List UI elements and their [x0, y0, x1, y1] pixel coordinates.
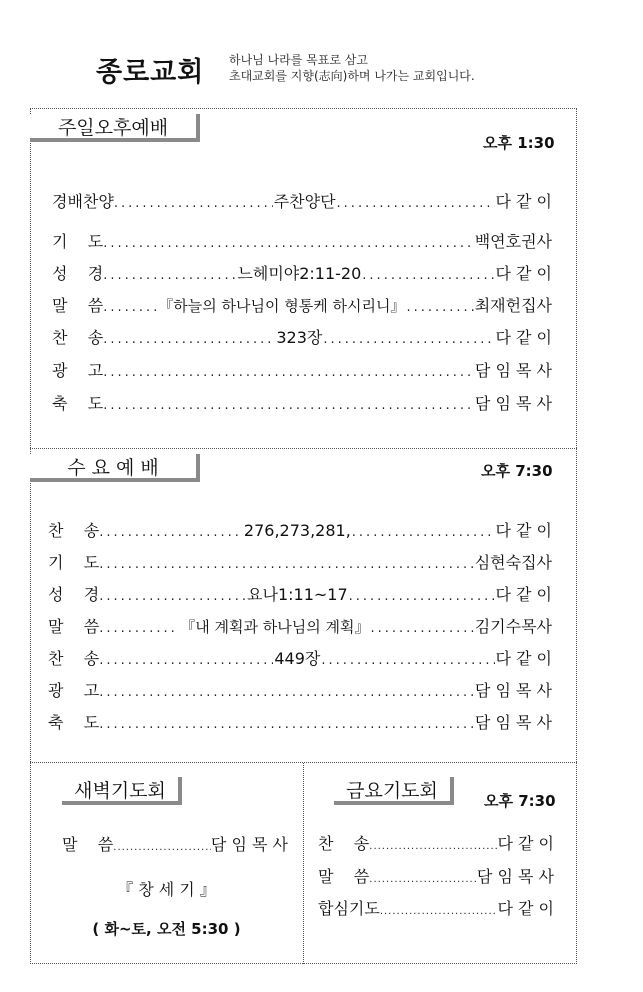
row-detail: 276,273,281,	[243, 521, 351, 540]
order-row	[48, 584, 552, 606]
dot-leader	[99, 554, 474, 576]
row-detail: 요나1:11~17	[247, 585, 348, 604]
row-detail: 『내 계획과 하나님의 계획』	[180, 618, 370, 636]
dot-leader	[370, 618, 474, 640]
row-person: 다 같 이	[497, 899, 554, 918]
row-label: 말 씀	[318, 867, 370, 886]
row-person: 백연호권사	[474, 232, 552, 251]
row-label: 경배찬양	[52, 192, 114, 211]
order-row	[318, 866, 554, 888]
row-label: 축 도	[52, 394, 104, 413]
dot-leader	[99, 682, 475, 704]
wednesday-time: 오후 7:30	[481, 462, 553, 480]
friday-prayer-title: 금요기도회	[334, 777, 454, 805]
order-row	[52, 393, 552, 415]
sunday-afternoon-title: 주일오후예배	[30, 114, 200, 142]
dot-leader	[352, 522, 496, 544]
dot-leader	[114, 193, 273, 215]
row-label: 말 씀	[62, 835, 114, 854]
dot-leader	[323, 329, 495, 351]
row-label: 찬 송	[48, 521, 100, 540]
dot-leader	[369, 869, 477, 891]
column-divider	[303, 763, 304, 964]
row-label: 기 도	[52, 232, 104, 251]
row-person: 다 같 이	[495, 521, 552, 540]
slogan-line-2: 초대교회를 지향(志向)하며 나가는 교회입니다.	[229, 69, 475, 83]
dawn-book: 『 창 세 기 』	[117, 880, 216, 899]
row-detail: 449장	[274, 649, 321, 668]
order-row	[318, 898, 554, 920]
row-detail: 느헤미야2:11-20	[237, 264, 362, 283]
order-row	[52, 231, 552, 253]
order-row	[52, 327, 552, 349]
section-divider	[30, 448, 577, 449]
dot-leader	[103, 395, 475, 417]
row-label: 성 경	[52, 264, 104, 283]
row-label: 합심기도	[318, 899, 380, 918]
row-person: 다 같 이	[495, 585, 552, 604]
row-person: 다 같 이	[495, 649, 552, 668]
dot-leader	[99, 586, 246, 608]
order-row	[48, 616, 552, 638]
friday-prayer-time: 오후 7:30	[484, 792, 556, 810]
order-row	[48, 520, 552, 542]
order-row	[48, 552, 552, 574]
dot-leader	[113, 837, 211, 859]
dot-leader	[349, 586, 496, 608]
order-row	[48, 648, 552, 670]
dot-leader	[406, 297, 474, 319]
wednesday-title: 수 요 예 배	[30, 454, 200, 482]
order-row	[52, 360, 552, 382]
order-row	[52, 295, 552, 317]
dawn-schedule: ( 화~토, 오전 5:30 )	[92, 920, 241, 938]
row-label: 말 씀	[48, 617, 100, 636]
order-row	[62, 834, 288, 856]
row-label: 축 도	[48, 713, 100, 732]
dot-leader	[380, 901, 498, 923]
row-detail: 323장	[276, 328, 323, 347]
row-person: 다 같 이	[495, 192, 552, 211]
row-label: 광 고	[52, 361, 104, 380]
slogan-line-1: 하나님 나라를 목표로 삼고	[229, 53, 368, 67]
order-row	[48, 680, 552, 702]
row-person: 김기수목사	[474, 617, 552, 636]
dot-leader	[99, 618, 179, 640]
order-row	[48, 712, 552, 734]
row-person: 담 임 목 사	[210, 835, 288, 854]
dot-leader	[362, 265, 495, 287]
order-row	[52, 263, 552, 285]
dot-leader	[99, 650, 273, 672]
row-person: 담 임 목 사	[476, 867, 554, 886]
dot-leader	[103, 329, 275, 351]
row-person: 최재헌집사	[474, 296, 552, 315]
row-label: 찬 송	[48, 649, 100, 668]
dot-leader	[103, 362, 475, 384]
row-person: 담 임 목 사	[474, 361, 552, 380]
dot-leader	[103, 265, 236, 287]
row-person: 담 임 목 사	[474, 394, 552, 413]
row-person: 심현숙집사	[474, 553, 552, 572]
row-person: 다 같 이	[495, 264, 552, 283]
row-person: 담 임 목 사	[474, 713, 552, 732]
dawn-prayer-title: 새벽기도회	[62, 777, 182, 805]
dot-leader	[321, 650, 495, 672]
row-label: 성 경	[48, 585, 100, 604]
row-person: 다 같 이	[495, 328, 552, 347]
row-person: 담 임 목 사	[474, 681, 552, 700]
order-row	[318, 833, 554, 855]
dot-leader	[103, 297, 157, 319]
dot-leader	[99, 522, 243, 544]
row-label: 광 고	[48, 681, 100, 700]
church-name: 종로교회	[96, 57, 205, 88]
row-detail: 주찬양단	[273, 192, 336, 211]
dot-leader	[99, 714, 475, 736]
row-label: 기 도	[48, 553, 100, 572]
dot-leader	[103, 233, 474, 255]
row-label: 말 씀	[52, 296, 104, 315]
sunday-afternoon-time: 오후 1:30	[483, 134, 555, 152]
order-row	[52, 191, 552, 213]
dot-leader	[337, 193, 496, 215]
row-label: 찬 송	[318, 834, 370, 853]
row-person: 다 같 이	[497, 834, 554, 853]
row-detail: 『하늘의 하나님이 형통케 하시리니』	[158, 297, 406, 315]
dot-leader	[369, 836, 497, 858]
row-label: 찬 송	[52, 328, 104, 347]
